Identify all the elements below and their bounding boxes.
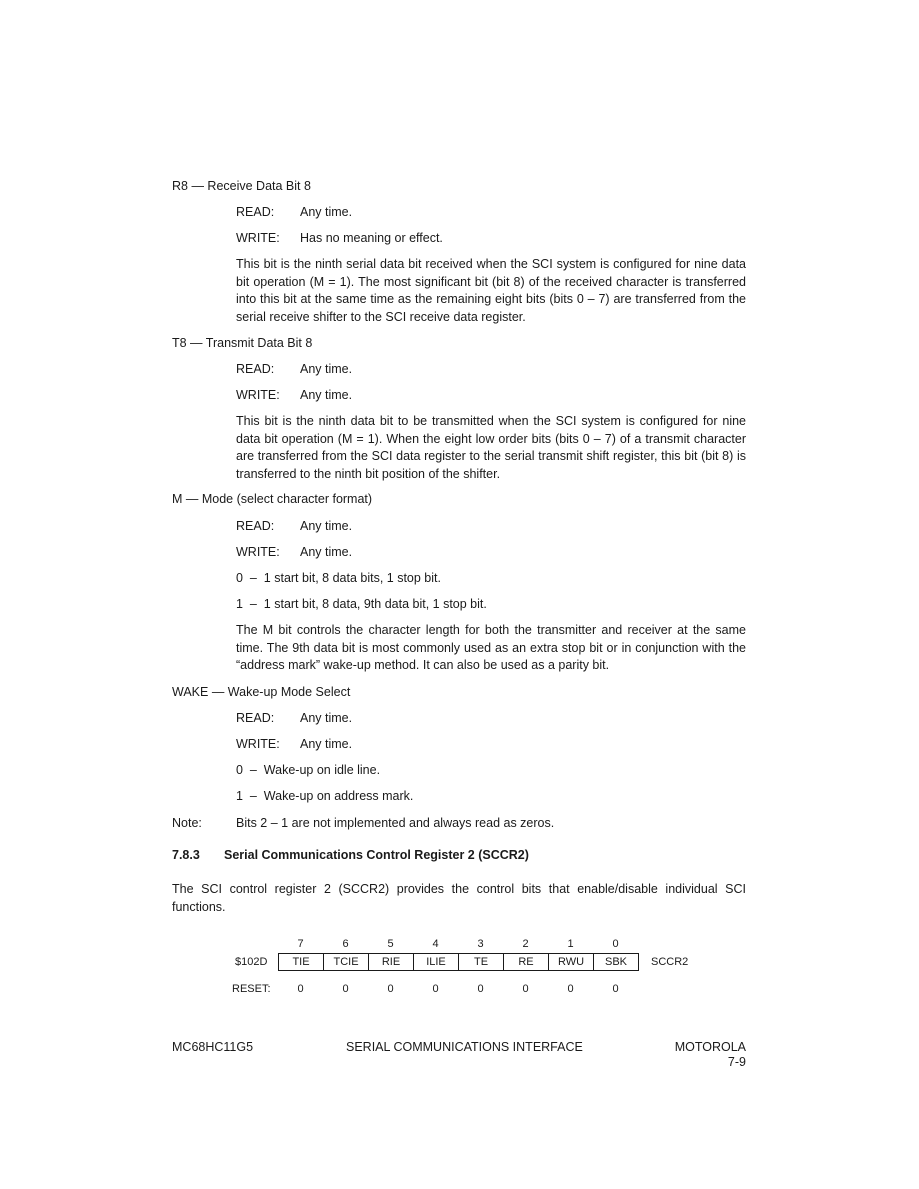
r8-read-value: Any time. xyxy=(300,205,353,219)
r8-description: This bit is the ninth serial data bit received when the SCI system is configured for nine data bit operation (M = 1). The most significant bit (bit 8) of the received character is transferred into this bit at the same time as the remaining eight bits (bits 0 – 7) are transferred from the serial receive shifter to the SCI receive data register. xyxy=(236,257,746,324)
m-write-value: Any time. xyxy=(300,545,353,559)
register-bits-row xyxy=(279,954,639,971)
t8-heading: T8 — Transmit Data Bit 8 xyxy=(172,336,313,350)
m-heading: M — Mode (select character format) xyxy=(172,492,373,506)
note-label: Note: xyxy=(172,816,202,830)
m-write-label: WRITE: xyxy=(236,545,280,559)
r8-write-label: WRITE: xyxy=(236,231,280,245)
register-bit-cell: RE xyxy=(504,954,549,971)
bit-number: 4 xyxy=(432,938,439,950)
footer-page-number: 7-9 xyxy=(727,1055,746,1069)
t8-write-value: Any time. xyxy=(300,388,353,402)
m-read-value: Any time. xyxy=(300,519,353,533)
m-description: The M bit controls the character length for both the transmitter and receiver at the same time. The 9th data bit is most commonly used as an extra stop bit or in conjunction with the “address mark” wake-up method. It can also be used as a parity bit. xyxy=(236,623,746,672)
register-address: $102D xyxy=(235,956,268,968)
bit-number: 2 xyxy=(522,938,529,950)
register-bit-cell: RIE xyxy=(369,954,414,971)
register-bit-cell: TCIE xyxy=(324,954,369,971)
wake-option-1: 1 – Wake-up on address mark. xyxy=(236,789,414,803)
wake-option-0: 0 – Wake-up on idle line. xyxy=(236,763,381,777)
wake-write-value: Any time. xyxy=(300,737,353,751)
section-title: Serial Communications Control Register 2 (SCCR2) xyxy=(224,848,529,862)
bit-number: 1 xyxy=(567,938,574,950)
t8-write-label: WRITE: xyxy=(236,388,280,402)
reset-value: 0 xyxy=(387,983,394,995)
note-text: Bits 2 – 1 are not implemented and always read as zeros. xyxy=(236,816,555,830)
footer-brand: MOTOROLA xyxy=(674,1040,746,1054)
t8-read-value: Any time. xyxy=(300,362,353,376)
r8-heading: R8 — Receive Data Bit 8 xyxy=(172,179,311,193)
wake-write-label: WRITE: xyxy=(236,737,280,751)
bit-number: 3 xyxy=(477,938,484,950)
register-bit-cell: TIE xyxy=(279,954,324,971)
register-bit-cell: TE xyxy=(459,954,504,971)
t8-read-label: READ: xyxy=(236,362,275,376)
footer-chapter-title: SERIAL COMMUNICATIONS INTERFACE xyxy=(346,1040,583,1054)
r8-read-label: READ: xyxy=(236,205,275,219)
register-name: SCCR2 xyxy=(651,956,689,968)
m-option-0: 0 – 1 start bit, 8 data bits, 1 stop bit. xyxy=(236,571,441,585)
bit-number: 7 xyxy=(297,938,304,950)
m-read-label: READ: xyxy=(236,519,275,533)
bit-number: 6 xyxy=(342,938,349,950)
register-bit-cell: SBK xyxy=(594,954,639,971)
register-bit-cell: ILIE xyxy=(414,954,459,971)
r8-write-value: Has no meaning or effect. xyxy=(300,231,443,245)
m-option-1: 1 – 1 start bit, 8 data, 9th data bit, 1 stop bit. xyxy=(236,597,487,611)
footer-part-number: MC68HC11G5 xyxy=(172,1040,254,1054)
bit-number: 0 xyxy=(612,938,619,950)
wake-read-label: READ: xyxy=(236,711,275,725)
reset-value: 0 xyxy=(477,983,484,995)
t8-description: This bit is the ninth data bit to be transmitted when the SCI system is configured for nine data bit operation (M = 1). When the eight low order bits (bits 0 – 7) of a transmit character are transferred from the SCI data register to the serial transmit shift register, this bit (bit 8) is transferred to the ninth bit position of the shifter. xyxy=(236,414,746,481)
reset-value: 0 xyxy=(612,983,619,995)
reset-value: 0 xyxy=(342,983,349,995)
reset-label: RESET: xyxy=(232,983,271,995)
section-intro: The SCI control register 2 (SCCR2) provides the control bits that enable/disable individual SCI functions. xyxy=(172,882,746,914)
wake-heading: WAKE — Wake-up Mode Select xyxy=(172,685,351,699)
bit-number: 5 xyxy=(387,938,394,950)
reset-value: 0 xyxy=(522,983,529,995)
reset-value: 0 xyxy=(432,983,439,995)
register-table xyxy=(278,953,639,971)
reset-value: 0 xyxy=(567,983,574,995)
wake-read-value: Any time. xyxy=(300,711,353,725)
register-bit-cell: RWU xyxy=(549,954,594,971)
section-number: 7.8.3 xyxy=(172,848,200,862)
reset-value: 0 xyxy=(297,983,304,995)
